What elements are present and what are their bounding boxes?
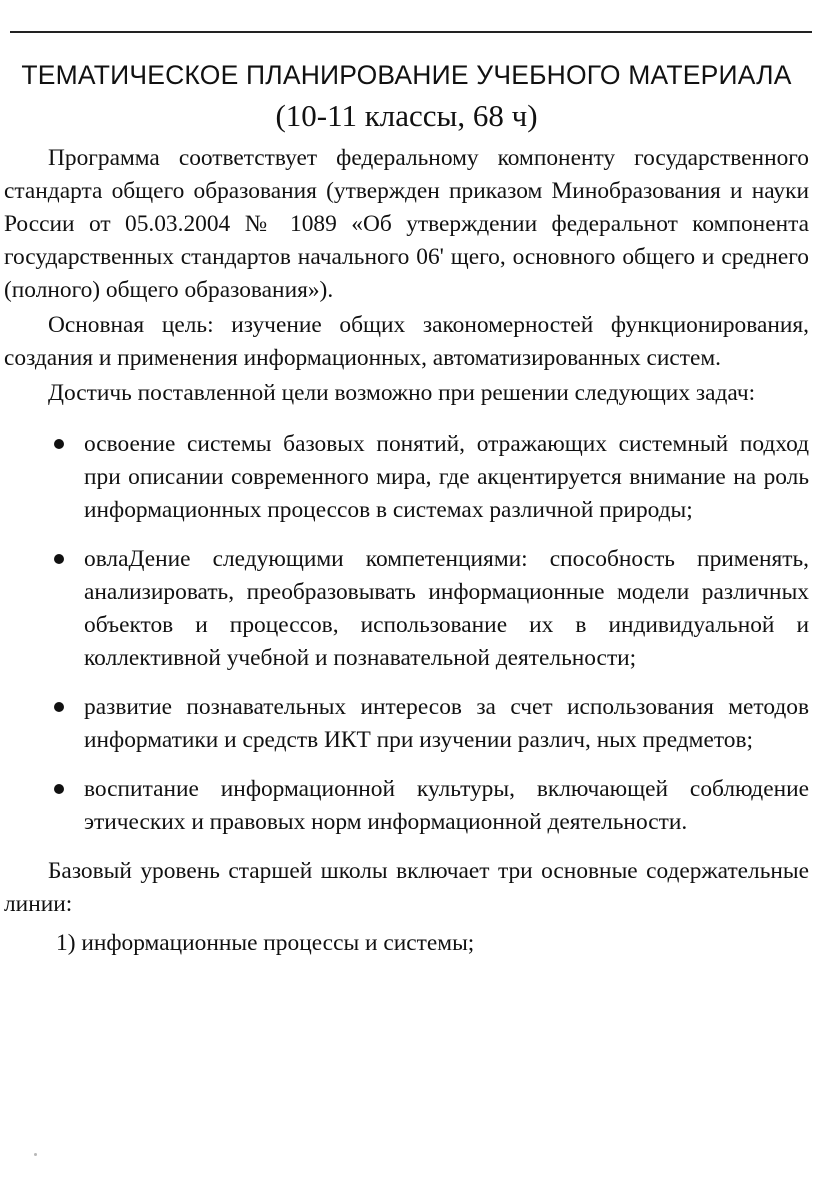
document-page bbox=[4, 58, 809, 960]
paragraph-goal: Основная цель: изучение общих закономерностей функционирования, создания и применения информационных, автоматизированных систем. bbox=[4, 312, 809, 371]
paragraph-content-lines: Базовый уровень старшей школы включает три основные содержательные линии: bbox=[4, 858, 809, 917]
document-title: ТЕМАТИЧЕСКОЕ ПЛАНИРОВАНИЕ УЧЕБНОГО МАТЕРИАЛА bbox=[21, 60, 792, 90]
list-item-text: овлаДение следующими компетенциями: способность применять, анализировать, преобразовывать информационные модели различных объектов и процессов, использование их в индивидуальной и коллективной учебной и познавательной деятельности; bbox=[84, 546, 809, 671]
list-item-text: развитие познавательных интересов за счет использования методов информатики и средств ИКТ при изучении различ, ных предметов; bbox=[84, 694, 809, 753]
paragraph-tasks-intro: Достичь поставленной цели возможно при решении следующих задач: bbox=[48, 380, 756, 406]
list-item bbox=[4, 691, 809, 757]
content-line-item: 1) информационные процессы и системы; bbox=[56, 930, 475, 956]
list-item bbox=[4, 543, 809, 675]
bullet-icon bbox=[54, 702, 64, 712]
bullet-icon bbox=[54, 554, 64, 564]
top-rule bbox=[10, 31, 812, 33]
list-item bbox=[4, 773, 809, 839]
document-subtitle: (10-11 классы, 68 ч) bbox=[275, 98, 538, 133]
paragraph-program: Программа соответствует федеральному компоненту государственного стандарта общего образования (утвержден приказом Минобразования и науки России от 05.03.2004 № 1089 «Об утверждении федеральнот компонента государственных стандартов начального 06' щего, основного общего и среднего (полного) общего образования»). bbox=[4, 145, 809, 303]
list-item-text: воспитание информационной культуры, включающей соблюдение этических и правовых норм информационной деятельности. bbox=[84, 776, 809, 835]
bullet-icon bbox=[54, 439, 64, 449]
task-list bbox=[4, 428, 809, 839]
bullet-icon bbox=[54, 784, 64, 794]
list-item bbox=[4, 428, 809, 527]
list-item-text: освоение системы базовых понятий, отражающих системный подход при описании современного мира, где акцентируется внимание на роль информационных процессов в системах различной природы; bbox=[84, 431, 809, 523]
scan-speck bbox=[34, 1153, 37, 1156]
